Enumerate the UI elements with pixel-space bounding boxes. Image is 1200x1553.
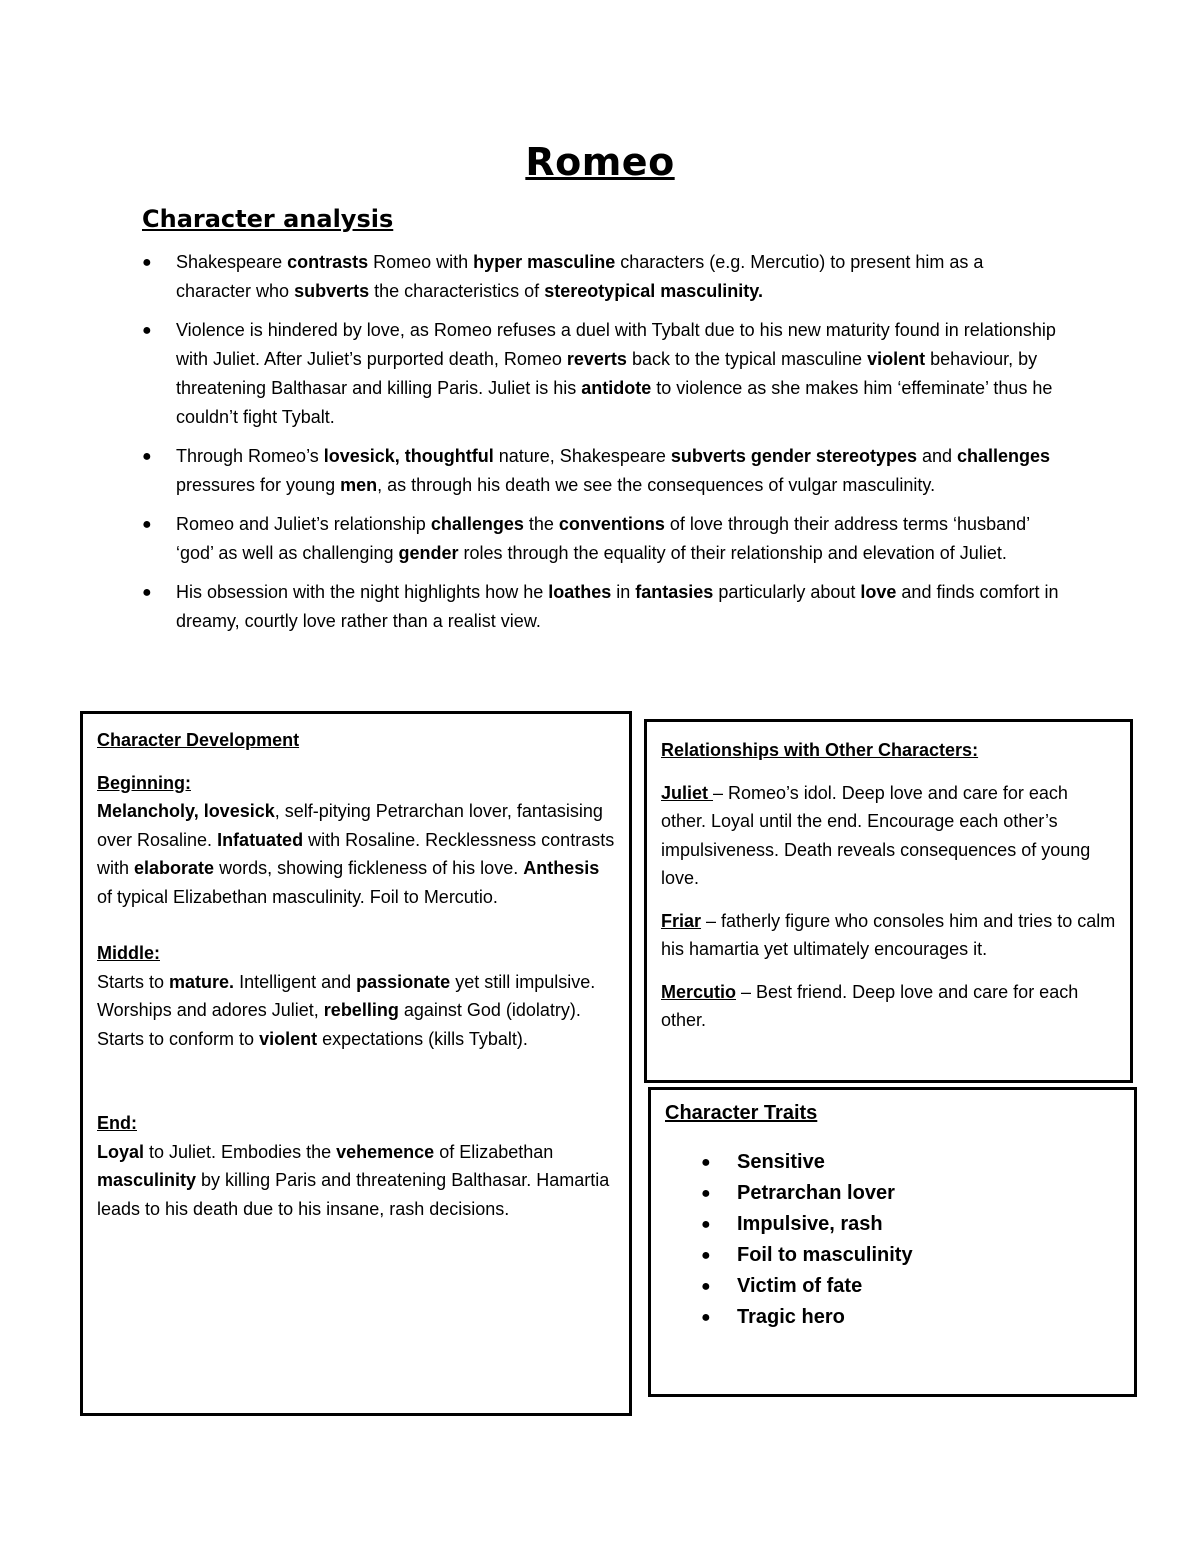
character-development-box [80,711,632,1416]
middle-text: Starts to mature. Intelligent and passionate yet still impulsive. Worships and adores Juliet, rebelling against God (idolatry). Starts to conform to violent expectations (kills Tybalt). [97,971,596,1049]
relationships-box [644,719,1133,1083]
relationship-text: – Best friend. Deep love and care for each other. [661,981,1079,1030]
trait-item [665,1240,1120,1271]
trait-label: Impulsive, rash [737,1213,883,1235]
traits-list [665,1147,1120,1333]
emphasis-text: Anthesis [523,858,600,878]
trait-item [665,1271,1120,1302]
bullet-icon: ● [701,1216,711,1233]
relationship-friar [661,907,1116,964]
trait-item [665,1209,1120,1240]
bullet-icon: ● [701,1309,711,1326]
emphasis-text: loathes [548,582,612,602]
beginning-text: Melancholy, lovesick, self-pitying Petrarchan lover, fantasising over Rosaline. Infatuated with Rosaline. Recklessness contrasts with elaborate words, showing fickleness of his love. Anthesis of typical Elizabethan masculinity. Foil to Mercutio. [97,801,615,907]
relationship-name: Friar [661,910,702,931]
trait-label: Sensitive [737,1151,825,1173]
bullet-icon: ● [142,322,152,339]
emphasis-text: Loyal [97,1141,145,1162]
emphasis-text: love [860,582,897,602]
relationship-text: – Romeo’s idol. Deep love and care for each other. Loyal until the end. Encourage each other’s impulsiveness. Death reveals consequences of young love. [661,782,1091,888]
relationship-text: – fatherly figure who consoles him and tries to calm his hamartia yet ultimately encourages it. [661,910,1116,959]
bullet-icon: ● [701,1185,711,1202]
emphasis-text: masculinity [97,1170,197,1190]
emphasis-text: antidote [581,378,652,398]
trait-item [665,1178,1120,1209]
emphasis-text: Melancholy, lovesick [97,801,275,821]
bullet-icon: ● [142,254,152,271]
trait-label: Foil to masculinity [737,1244,913,1266]
emphasis-text: subverts [294,281,370,301]
bullet-icon: ● [701,1154,711,1171]
emphasis-text: reverts [566,349,627,369]
end-text: Loyal to Juliet. Embodies the vehemence of Elizabethan masculinity by killing Paris and threatening Balthasar. Hamartia leads to his death due to his insane, rash decisions. [97,1141,610,1219]
emphasis-text: passionate [356,971,451,992]
emphasis-text: rebelling [323,1000,399,1020]
section-heading: Character analysis [142,205,394,233]
emphasis-text: gender [398,543,459,563]
emphasis-text: stereotypical masculinity. [544,281,763,301]
emphasis-text: lovesick, thoughtful [323,446,494,466]
analysis-item [140,316,1060,432]
emphasis-text: violent [259,1028,318,1049]
emphasis-text: Infatuated [217,829,304,850]
analysis-text: Through Romeo’s lovesick, thoughtful nature, Shakespeare subverts gender stereotypes and challenges pressures for young men, as through his death we see the consequences of vulgar masculinity. [176,446,1051,495]
analysis-item [140,578,1060,636]
emphasis-text: conventions [558,514,665,534]
emphasis-text: contrasts [287,252,369,272]
emphasis-text: men [340,475,378,495]
beginning-heading: Beginning: [97,772,191,793]
analysis-item [140,442,1060,500]
end-heading: End: [97,1113,137,1133]
relationship-name: Mercutio [661,981,737,1002]
emphasis-text: subverts gender stereotypes [670,446,917,466]
emphasis-text: challenges [957,446,1051,466]
bullet-icon: ● [142,516,152,533]
middle-heading: Middle: [97,943,160,963]
emphasis-text: hyper masculine [473,252,616,272]
emphasis-text: violent [867,349,926,369]
analysis-list [140,248,1060,646]
trait-label: Petrarchan lover [737,1182,895,1204]
trait-item [665,1147,1120,1178]
analysis-text: Violence is hindered by love, as Romeo refuses a duel with Tybalt due to his new maturity found in relationship with Juliet. After Juliet’s purported death, Romeo reverts back to the typical masculine violent behaviour, by threatening Balthasar and killing Paris. Juliet is his antidote to violence as she makes him ‘effeminate’ thus he couldn’t fight Tybalt. [176,320,1056,427]
trait-label: Victim of fate [737,1275,863,1297]
page-title: Romeo [525,140,675,184]
bullet-icon: ● [701,1247,711,1264]
analysis-text: Romeo and Juliet’s relationship challenges the conventions of love through their address terms ‘husband’ ‘god’ as well as challenging gender roles through the equality of their relationship and elevation of Juliet. [176,514,1030,563]
analysis-text: His obsession with the night highlights how he loathes in fantasies particularly about love and finds comfort in dreamy, courtly love rather than a realist view. [176,582,1059,631]
emphasis-text: challenges [430,514,524,534]
relationship-name: Juliet [661,782,714,803]
trait-item [665,1302,1120,1333]
emphasis-text: elaborate [134,858,215,878]
relationship-juliet [661,779,1116,893]
development-title: Character Development [97,730,300,750]
bullet-icon: ● [142,584,152,601]
traits-title: Character Traits [665,1102,818,1124]
emphasis-text: vehemence [336,1141,435,1162]
character-traits-box [648,1087,1137,1397]
emphasis-text: mature. [169,971,235,992]
trait-label: Tragic hero [737,1306,845,1328]
analysis-text: Shakespeare contrasts Romeo with hyper masculine characters (e.g. Mercutio) to present him as a character who subverts the characteristics of stereotypical masculinity. [176,252,984,301]
relationship-mercutio [661,978,1116,1035]
relationships-title: Relationships with Other Characters: [661,740,979,760]
analysis-item [140,510,1060,568]
analysis-item [140,248,1060,306]
emphasis-text: fantasies [635,582,714,602]
bullet-icon: ● [701,1278,711,1295]
bullet-icon: ● [142,448,152,465]
